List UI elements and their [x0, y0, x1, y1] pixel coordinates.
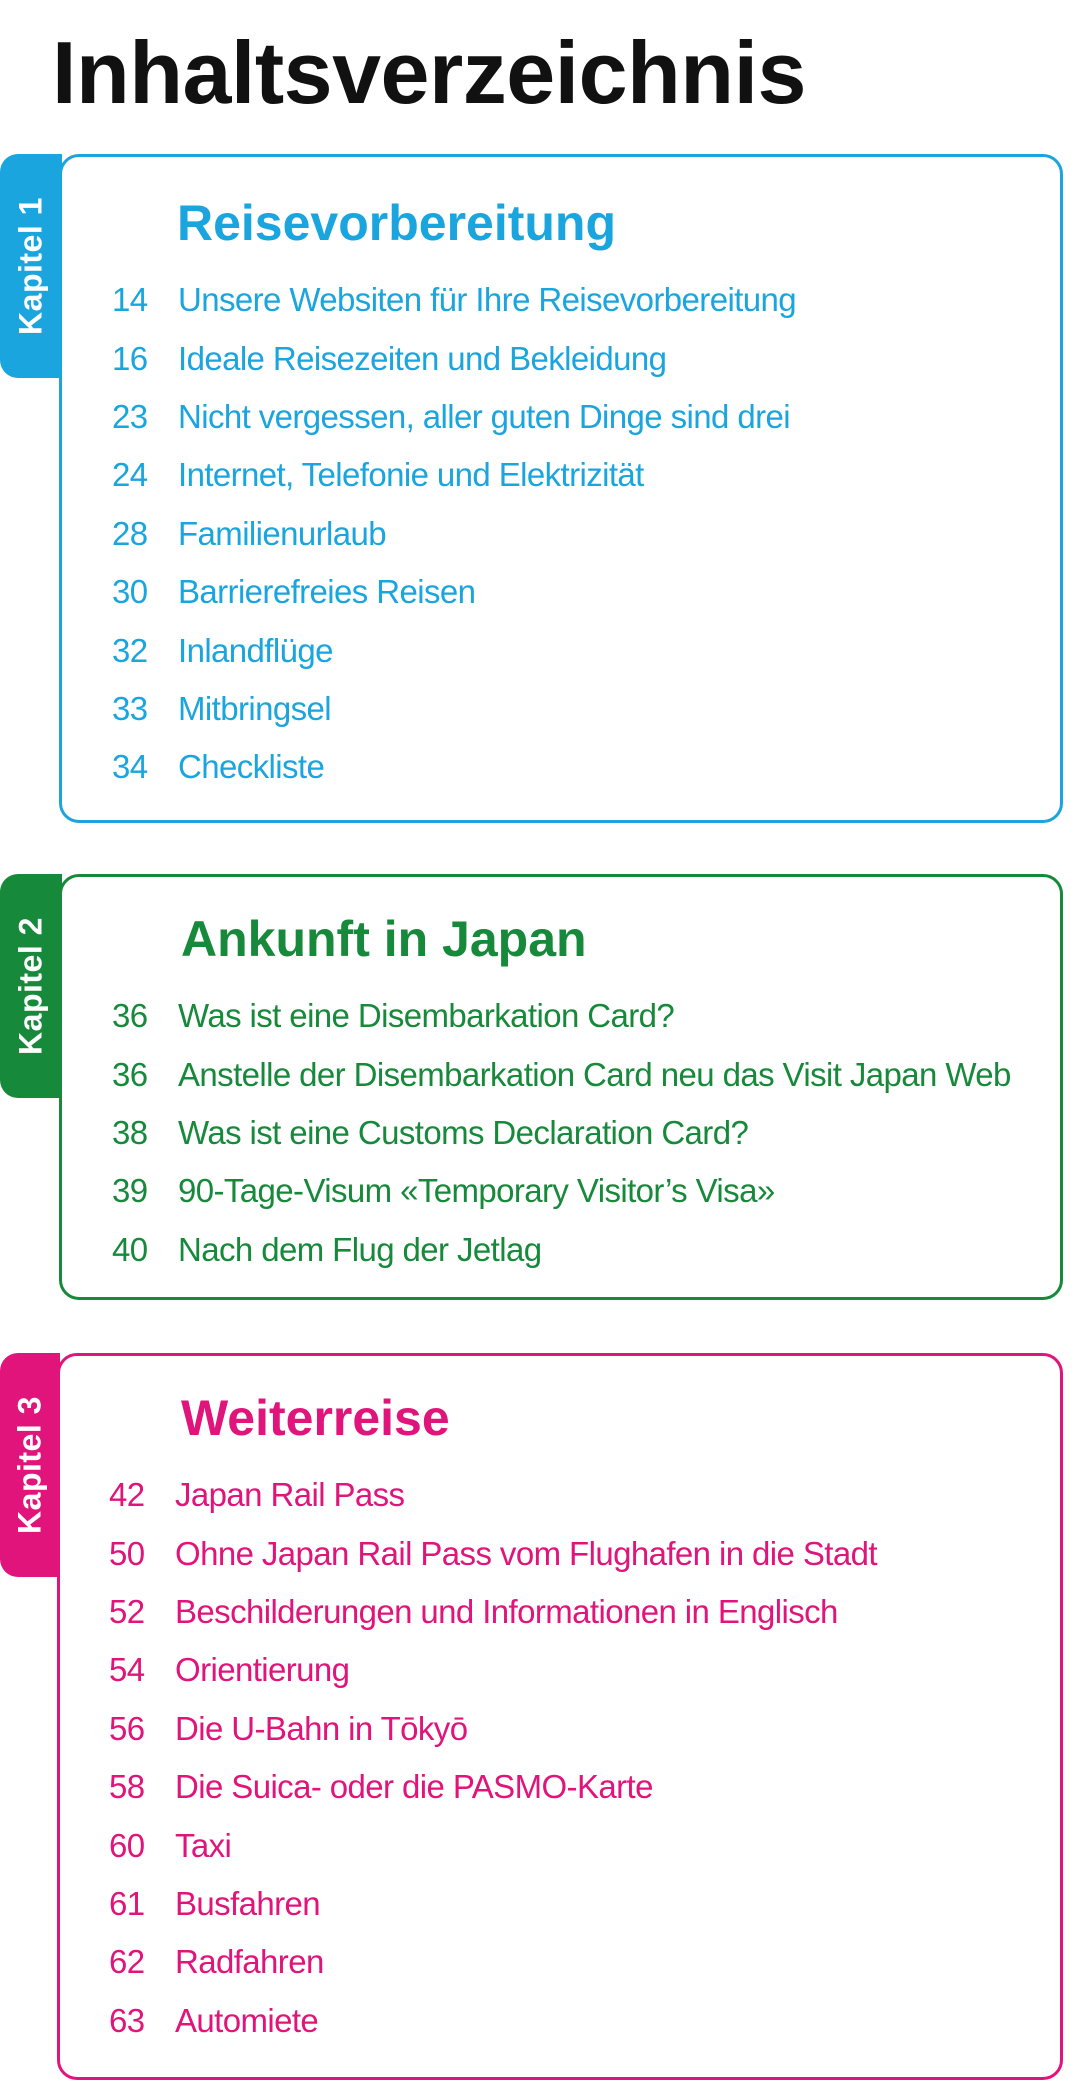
toc-entry-title: Ideale Reisezeiten und Bekleidung: [178, 339, 667, 377]
toc-entry-page: 40: [112, 1230, 148, 1268]
chapter-2-tab-label: Kapitel 2: [12, 917, 49, 1055]
toc-entry-page: 33: [112, 689, 148, 727]
toc-entry-title: Die Suica- oder die PASMO-Karte: [175, 1768, 653, 1806]
toc-entry[interactable]: [112, 1162, 1011, 1220]
toc-entry[interactable]: [112, 1104, 1011, 1162]
chapter-3-tab[interactable]: [0, 1353, 60, 1577]
toc-entry-title: Mitbringsel: [178, 689, 331, 727]
toc-entry-page: 16: [112, 339, 148, 377]
chapter-1-section: [0, 154, 1064, 823]
toc-entry-title: Was ist eine Disembarkation Card?: [178, 997, 675, 1035]
toc-entry-page: 23: [112, 397, 148, 435]
toc-entry-title: Was ist eine Customs Declaration Card?: [178, 1113, 749, 1151]
toc-entry[interactable]: [109, 1524, 877, 1582]
toc-entry[interactable]: [109, 1992, 877, 2050]
toc-entry-page: 14: [112, 281, 148, 319]
toc-entry-page: 34: [112, 748, 148, 786]
toc-entry-page: 52: [109, 1592, 145, 1630]
toc-entry-title: Internet, Telefonie und Elektrizität: [178, 456, 644, 494]
toc-entry[interactable]: [112, 505, 796, 563]
toc-entry[interactable]: [112, 738, 796, 796]
toc-entry[interactable]: [109, 1641, 877, 1699]
toc-entry-title: Unsere Websiten für Ihre Reisevorbereitung: [178, 281, 797, 319]
toc-entry-page: 63: [109, 2001, 145, 2039]
toc-entry-page: 42: [109, 1476, 145, 1514]
toc-entry-title: 90-Tage-Visum «Temporary Visitor’s Visa»: [178, 1172, 775, 1210]
chapter-3-tab-label: Kapitel 3: [11, 1396, 48, 1534]
toc-entry-title: Automiete: [175, 2001, 319, 2039]
toc-entry[interactable]: [109, 1700, 877, 1758]
toc-entry[interactable]: [109, 1583, 877, 1641]
toc-entry-page: 61: [109, 1884, 145, 1922]
toc-entry[interactable]: [109, 1875, 877, 1933]
toc-entry[interactable]: [112, 1045, 1011, 1103]
chapter-3-section: [0, 1353, 1064, 2080]
toc-entry[interactable]: [109, 1933, 877, 1991]
toc-entry[interactable]: [109, 1816, 877, 1874]
toc-entry-page: 60: [109, 1826, 145, 1864]
toc-entry-title: Japan Rail Pass: [175, 1476, 405, 1514]
chapter-1-tab[interactable]: [0, 154, 62, 378]
toc-entry[interactable]: [112, 621, 796, 679]
toc-entry-title: Familienurlaub: [178, 514, 387, 552]
toc-entry[interactable]: [112, 680, 796, 738]
toc-entry-page: 58: [109, 1768, 145, 1806]
toc-entry-page: 36: [112, 997, 148, 1035]
toc-entry-title: Beschilderungen und Informationen in Englisch: [175, 1592, 838, 1630]
toc-entry-page: 30: [112, 573, 148, 611]
chapter-1-heading: Reisevorbereitung: [177, 195, 617, 251]
chapter-2-section: [0, 874, 1064, 1300]
toc-entry[interactable]: [109, 1758, 877, 1816]
toc-entry-page: 36: [112, 1055, 148, 1093]
toc-entry-page: 32: [112, 631, 148, 669]
toc-entry[interactable]: [112, 987, 1011, 1045]
toc-entry-title: Nicht vergessen, aller guten Dinge sind drei: [178, 397, 790, 435]
page-title: Inhaltsverzeichnis: [52, 23, 806, 122]
toc-entry-page: 38: [112, 1113, 148, 1151]
chapter-1-tab-label: Kapitel 1: [12, 197, 49, 335]
toc-entry-page: 56: [109, 1709, 145, 1747]
toc-entry-title: Checkliste: [178, 748, 325, 786]
toc-entry[interactable]: [112, 271, 796, 329]
toc-entry-page: 54: [109, 1651, 145, 1689]
chapter-2-entries: [112, 987, 1011, 1279]
toc-entry[interactable]: [112, 563, 796, 621]
chapter-2-tab[interactable]: [0, 874, 62, 1098]
toc-entry-title: Barrierefreies Reisen: [178, 573, 476, 611]
toc-entry-title: Radfahren: [175, 1943, 324, 1981]
toc-entry[interactable]: [112, 388, 796, 446]
toc-entry-title: Orientierung: [175, 1651, 350, 1689]
toc-entry-title: Anstelle der Disembarkation Card neu das Visit Japan Web: [178, 1055, 1011, 1093]
chapter-3-entries: [109, 1466, 877, 2050]
toc-entry-page: 62: [109, 1943, 145, 1981]
toc-entry-title: Die U-Bahn in Tōkyō: [175, 1709, 468, 1747]
toc-entry-title: Busfahren: [175, 1884, 321, 1922]
toc-entry-title: Taxi: [175, 1826, 232, 1864]
toc-entry-page: 24: [112, 456, 148, 494]
toc-entry[interactable]: [112, 446, 796, 504]
chapter-3-heading: Weiterreise: [181, 1390, 450, 1446]
toc-entry-page: 39: [112, 1172, 148, 1210]
chapter-2-heading: Ankunft in Japan: [181, 911, 587, 967]
toc-entry-title: Ohne Japan Rail Pass vom Flughafen in die Stadt: [175, 1534, 877, 1572]
toc-entry-page: 50: [109, 1534, 145, 1572]
toc-entry[interactable]: [112, 329, 796, 387]
toc-entry[interactable]: [112, 1221, 1011, 1279]
chapter-1-entries: [112, 271, 796, 797]
toc-entry-title: Inlandflüge: [178, 631, 333, 669]
toc-entry-page: 28: [112, 514, 148, 552]
toc-entry[interactable]: [109, 1466, 877, 1524]
toc-entry-title: Nach dem Flug der Jetlag: [178, 1230, 542, 1268]
